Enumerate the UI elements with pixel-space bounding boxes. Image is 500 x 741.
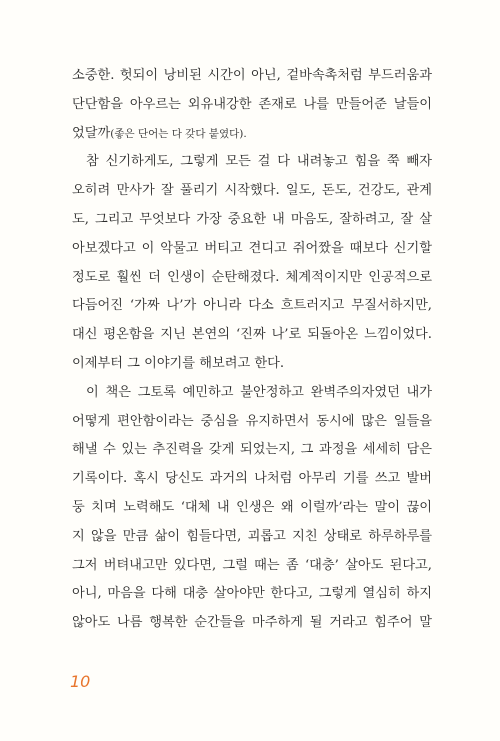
paragraph-2-line-7: 대신 평온함을 지닌 본연의 ‘진짜 나’로 되돌아온 느낌이었다. bbox=[72, 327, 432, 343]
paragraph-3-line-1: 이 책은 그토록 예민하고 불안정하고 완벽주의자였던 내가 bbox=[86, 384, 432, 400]
body-text bbox=[72, 62, 432, 638]
paragraph-3-line-4: 기록이다. 혹시 당신도 과거의 나처럼 아무리 기를 쓰고 발버 bbox=[72, 471, 432, 487]
paragraph-3-line-6: 지 않을 만큼 삶이 힘들다면, 괴롭고 지친 상태로 하루하루를 bbox=[72, 528, 432, 544]
paragraph-2-line-3: 도, 그리고 무엇보다 가장 중요한 내 마음도, 잘하려고, 잘 살 bbox=[72, 211, 432, 227]
paragraph-2-line-5: 정도로 훨씬 더 인생이 순탄해졌다. 체계적이지만 인공적으로 bbox=[72, 269, 432, 285]
paragraph-3-line-7: 그저 버텨내고만 있다면, 그럴 때는 좀 ‘대충’ 살아도 된다고, bbox=[72, 557, 432, 573]
paragraph-3-line-5: 둥 치며 노력해도 ‘대체 내 인생은 왜 이럴까’라는 말이 끊이 bbox=[72, 499, 432, 515]
paragraph-3-line-3: 해낼 수 있는 추진력을 갖게 되었는지, 그 과정을 세세히 담은 bbox=[72, 442, 432, 458]
paragraph-2-line-2: 오히려 만사가 잘 풀리기 시작했다. 일도, 돈도, 건강도, 관계 bbox=[72, 183, 432, 199]
paragraph-3-line-9: 않아도 나름 행복한 순간들을 마주하게 될 거라고 힘주어 말 bbox=[72, 615, 432, 631]
paragraph-1-line-3 bbox=[72, 120, 432, 149]
paragraph-3-line-2: 어떻게 편안함이라는 중심을 유지하면서 동시에 많은 일들을 bbox=[72, 413, 432, 429]
parenthetical-note: (좋은 단어는 다 갖다 붙였다). bbox=[110, 127, 247, 140]
paragraph-3-line-8: 아니, 마음을 다해 대충 살아야만 한다고, 그렇게 열심히 하지 bbox=[72, 586, 432, 602]
paragraph-2-line-1: 참 신기하게도, 그렇게 모든 걸 다 내려놓고 힘을 쭉 빼자 bbox=[86, 154, 432, 170]
paragraph-1-line-1: 소중한. 헛되이 낭비된 시간이 아닌, 겉바속촉처럼 부드러움과 bbox=[72, 68, 432, 83]
page-number: 10 bbox=[70, 672, 91, 691]
paragraph-1-line-3-main: 었달까 bbox=[72, 125, 111, 141]
paragraph-2-line-8: 이제부터 그 이야기를 해보려고 한다. bbox=[72, 355, 285, 371]
paragraph-2-line-4: 아보겠다고 이 악물고 버티고 견디고 쥐어짰을 때보다 신기할 bbox=[72, 240, 432, 256]
paragraph-1-line-2: 단단함을 아우르는 외유내강한 존재로 나를 만들어준 날들이 bbox=[72, 96, 432, 112]
paragraph-2-line-6: 다듬어진 ‘가짜 나’가 아니라 다소 흐트러지고 무질서하지만, bbox=[72, 298, 432, 314]
